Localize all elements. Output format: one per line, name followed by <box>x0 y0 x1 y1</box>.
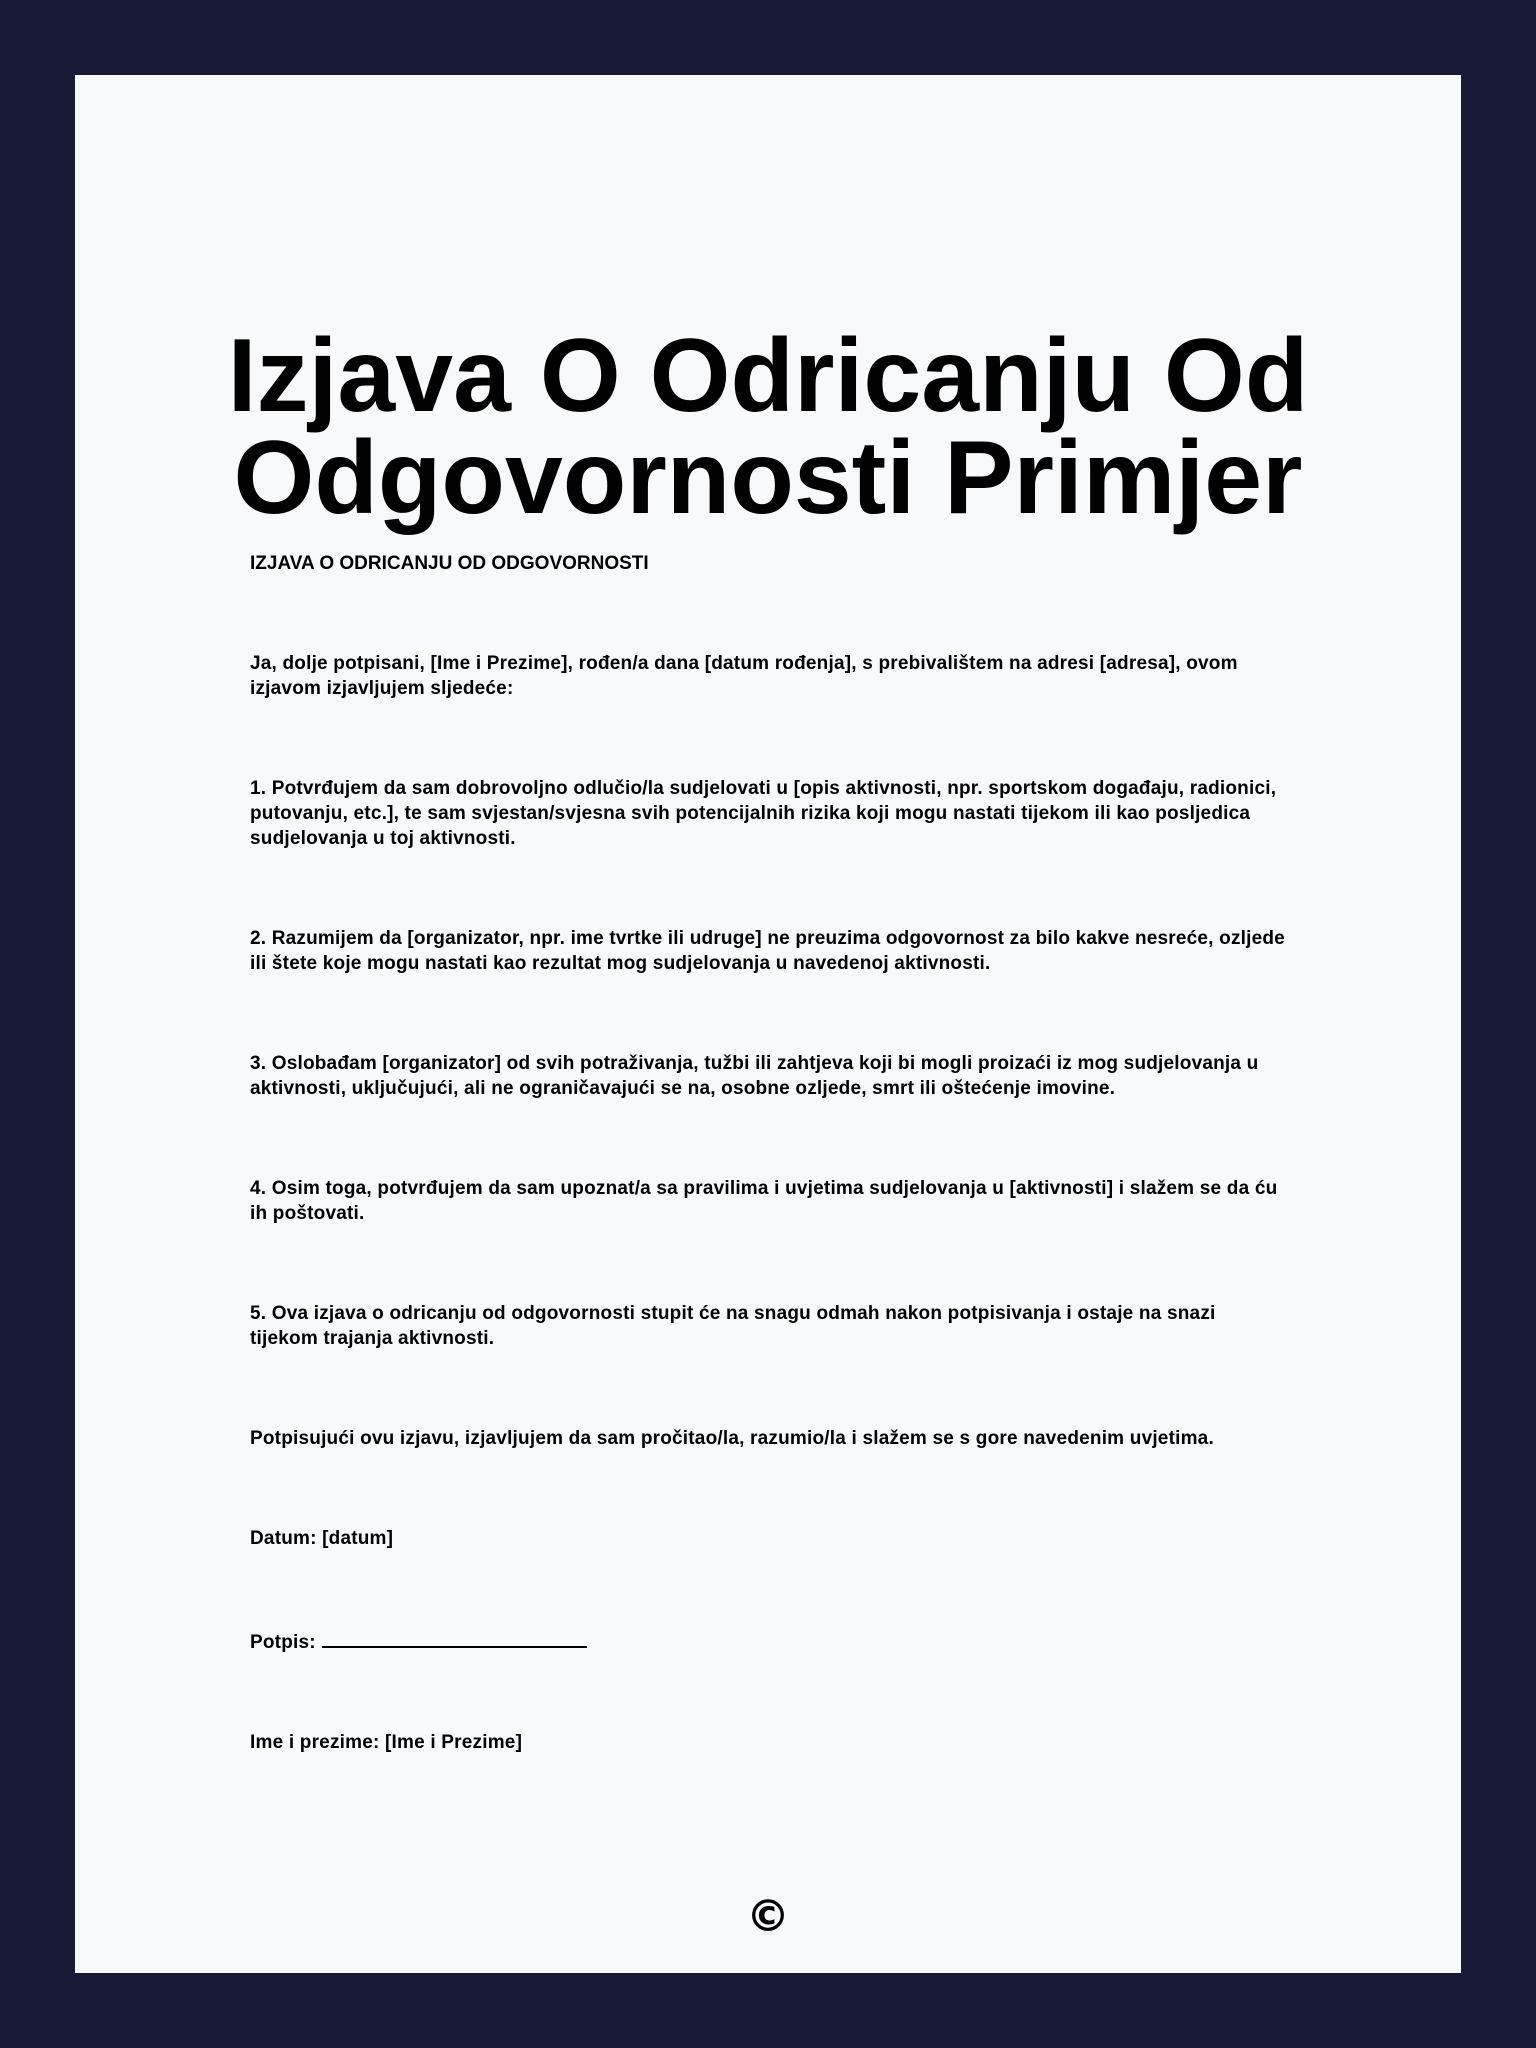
spacer <box>250 976 1286 1051</box>
spacer <box>250 1655 1286 1730</box>
clause-4: 4. Osim toga, potvrđujem da sam upoznat/a sa pravilima i uvjetima sudjelovanja u [aktivnosti] i slažem se da ću ih poštovati. <box>250 1178 1278 1224</box>
document-page <box>75 75 1461 1973</box>
clause-3: 3. Oslobađam [organizator] od svih potraživanja, tužbi ili zahtjeva koji bi mogli proizaći iz mog sudjelovanja u aktivnosti, uključujući, ali ne ograničavajući se na, osobne ozljede, smrt ili oštećenje imovine. <box>250 1053 1259 1099</box>
spacer <box>250 1551 1286 1626</box>
spacer <box>250 1101 1286 1176</box>
spacer <box>250 576 1286 651</box>
name-line: Ime i prezime: [Ime i Prezime] <box>250 1732 523 1753</box>
document-heading: IZJAVA O ODRICANJU OD ODGOVORNOSTI <box>250 553 649 574</box>
date-line: Datum: [datum] <box>250 1528 394 1549</box>
signature-blank <box>322 1626 587 1648</box>
clause-5: 5. Ova izjava o odricanju od odgovornosti stupit će na snagu odmah nakon potpisivanja i ostaje na snazi tijekom trajanja aktivnosti. <box>250 1303 1216 1349</box>
signature-line <box>250 1626 1286 1655</box>
clause-2: 2. Razumijem da [organizator, npr. ime tvrtke ili udruge] ne preuzima odgovornost za bilo kakve nesreće, ozljede ili štete koje mogu nastati kao rezultat mog sudjelovanja u navedenoj aktivnosti. <box>250 928 1285 974</box>
spacer <box>250 1226 1286 1301</box>
document-title: Izjava O Odricanju Od Odgovornosti Primjer <box>227 318 1309 536</box>
document-body <box>250 551 1286 1755</box>
copyright-symbol: © <box>746 1891 790 1942</box>
spacer <box>250 1451 1286 1526</box>
spacer <box>250 851 1286 926</box>
clause-1: 1. Potvrđujem da sam dobrovoljno odlučio/la sudjelovati u [opis aktivnosti, npr. sportskom događaju, radionici, putovanju, etc.], te sam svjestan/svjesna svih potencijalnih rizika koji mogu nastati tijekom ili kao posljedica sudjelovanja u toj aktivnosti. <box>250 778 1277 849</box>
intro-paragraph: Ja, dolje potpisani, [Ime i Prezime], rođen/a dana [datum rođenja], s prebivalištem na adresi [adresa], ovom izjavom izjavljujem sljedeće: <box>250 653 1238 699</box>
spacer <box>250 1351 1286 1426</box>
signature-label: Potpis: <box>250 1632 316 1653</box>
closing-paragraph: Potpisujući ovu izjavu, izjavljujem da sam pročitao/la, razumio/la i slažem se s gore navedenim uvjetima. <box>250 1428 1214 1449</box>
spacer <box>250 701 1286 776</box>
